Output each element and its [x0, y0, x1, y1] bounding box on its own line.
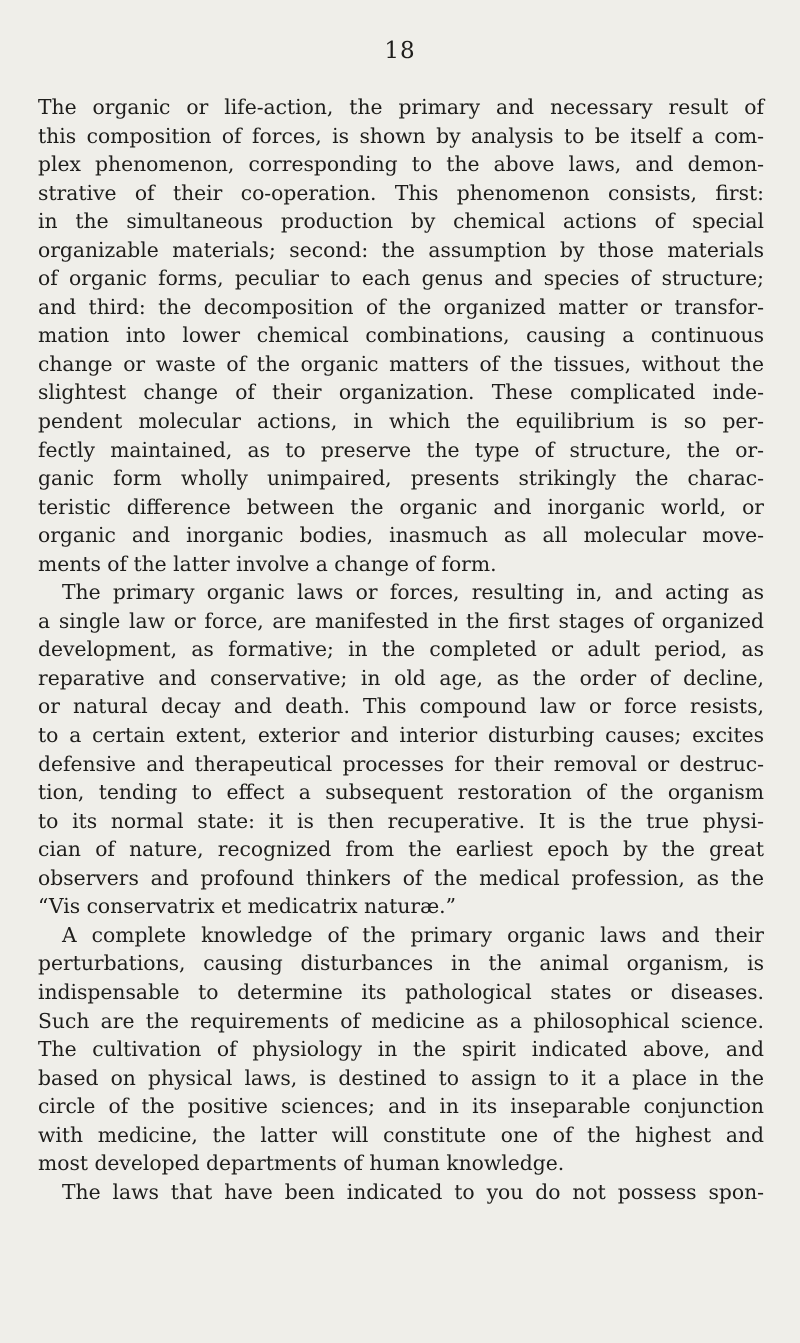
body-text: [38, 93, 764, 1206]
text-line: organizable materials; second: the assumption by those materials: [38, 237, 764, 262]
text-line: change or waste of the organic matters of the tissues, without the: [38, 351, 764, 376]
text-line: The cultivation of physiology in the spirit indicated above, and: [38, 1037, 764, 1062]
text-line: development, as formative; in the completed or adult period, as: [38, 637, 764, 662]
text-line: indispensable to determine its pathological states or diseases.: [38, 979, 764, 1004]
text-line: slightest change of their organization. These complicated inde-: [38, 380, 764, 405]
text-line: of organic forms, peculiar to each genus and species of structure;: [38, 266, 764, 291]
text-line: observers and profound thinkers of the medical profession, as the: [38, 865, 764, 890]
text-line: with medicine, the latter will constitute one of the highest and: [38, 1122, 764, 1147]
text-line: ments of the latter involve a change of form.: [38, 551, 497, 576]
text-line: this composition of forces, is shown by analysis to be itself a com-: [38, 123, 764, 148]
text-line: a single law or force, are manifested in the first stages of organized: [38, 608, 764, 633]
page-number: 18: [384, 38, 416, 64]
text-line: in the simultaneous production by chemical actions of special: [38, 209, 764, 234]
text-line: pendent molecular actions, in which the equilibrium is so per-: [38, 409, 764, 434]
text-line: “Vis conservatrix et medicatrix naturæ.”: [38, 894, 456, 919]
text-line: circle of the positive sciences; and in its inseparable conjunction: [38, 1094, 764, 1119]
text-line: The laws that have been indicated to you do not possess spon-: [62, 1179, 764, 1204]
text-line: cian of nature, recognized from the earliest epoch by the great: [38, 837, 764, 862]
text-line: plex phenomenon, corresponding to the above laws, and demon-: [38, 152, 764, 177]
text-line: strative of their co-operation. This phenomenon consists, first:: [38, 180, 764, 205]
text-line: perturbations, causing disturbances in the animal organism, is: [38, 951, 764, 976]
text-line: and third: the decomposition of the organized matter or transfor-: [38, 294, 764, 319]
text-line: Such are the requirements of medicine as a philosophical science.: [38, 1008, 764, 1033]
text-line: to its normal state: it is then recuperative. It is the true physi-: [38, 808, 764, 833]
text-line: The primary organic laws or forces, resulting in, and acting as: [62, 580, 764, 605]
text-line: tion, tending to effect a subsequent restoration of the organism: [38, 780, 764, 805]
text-line: mation into lower chemical combinations, causing a continuous: [38, 323, 764, 348]
text-line: fectly maintained, as to preserve the type of structure, the or-: [38, 437, 764, 462]
text-line: based on physical laws, is destined to assign to it a place in the: [38, 1065, 764, 1090]
text-line: organic and inorganic bodies, inasmuch as all molecular move-: [38, 523, 764, 548]
text-line: A complete knowledge of the primary organic laws and their: [62, 922, 764, 947]
text-line: or natural decay and death. This compound law or force resists,: [38, 694, 764, 719]
text-line: reparative and conservative; in old age, as the order of decline,: [38, 665, 764, 690]
text-line: to a certain extent, exterior and interior disturbing causes; excites: [38, 723, 764, 748]
text-line: teristic difference between the organic and inorganic world, or: [38, 494, 764, 519]
text-line: most developed departments of human knowledge.: [38, 1151, 565, 1176]
text-line: defensive and therapeutical processes for their removal or destruc-: [38, 751, 764, 776]
text-line: ganic form wholly unimpaired, presents strikingly the charac-: [38, 466, 764, 491]
text-line: The organic or life-action, the primary and necessary result of: [38, 95, 764, 119]
